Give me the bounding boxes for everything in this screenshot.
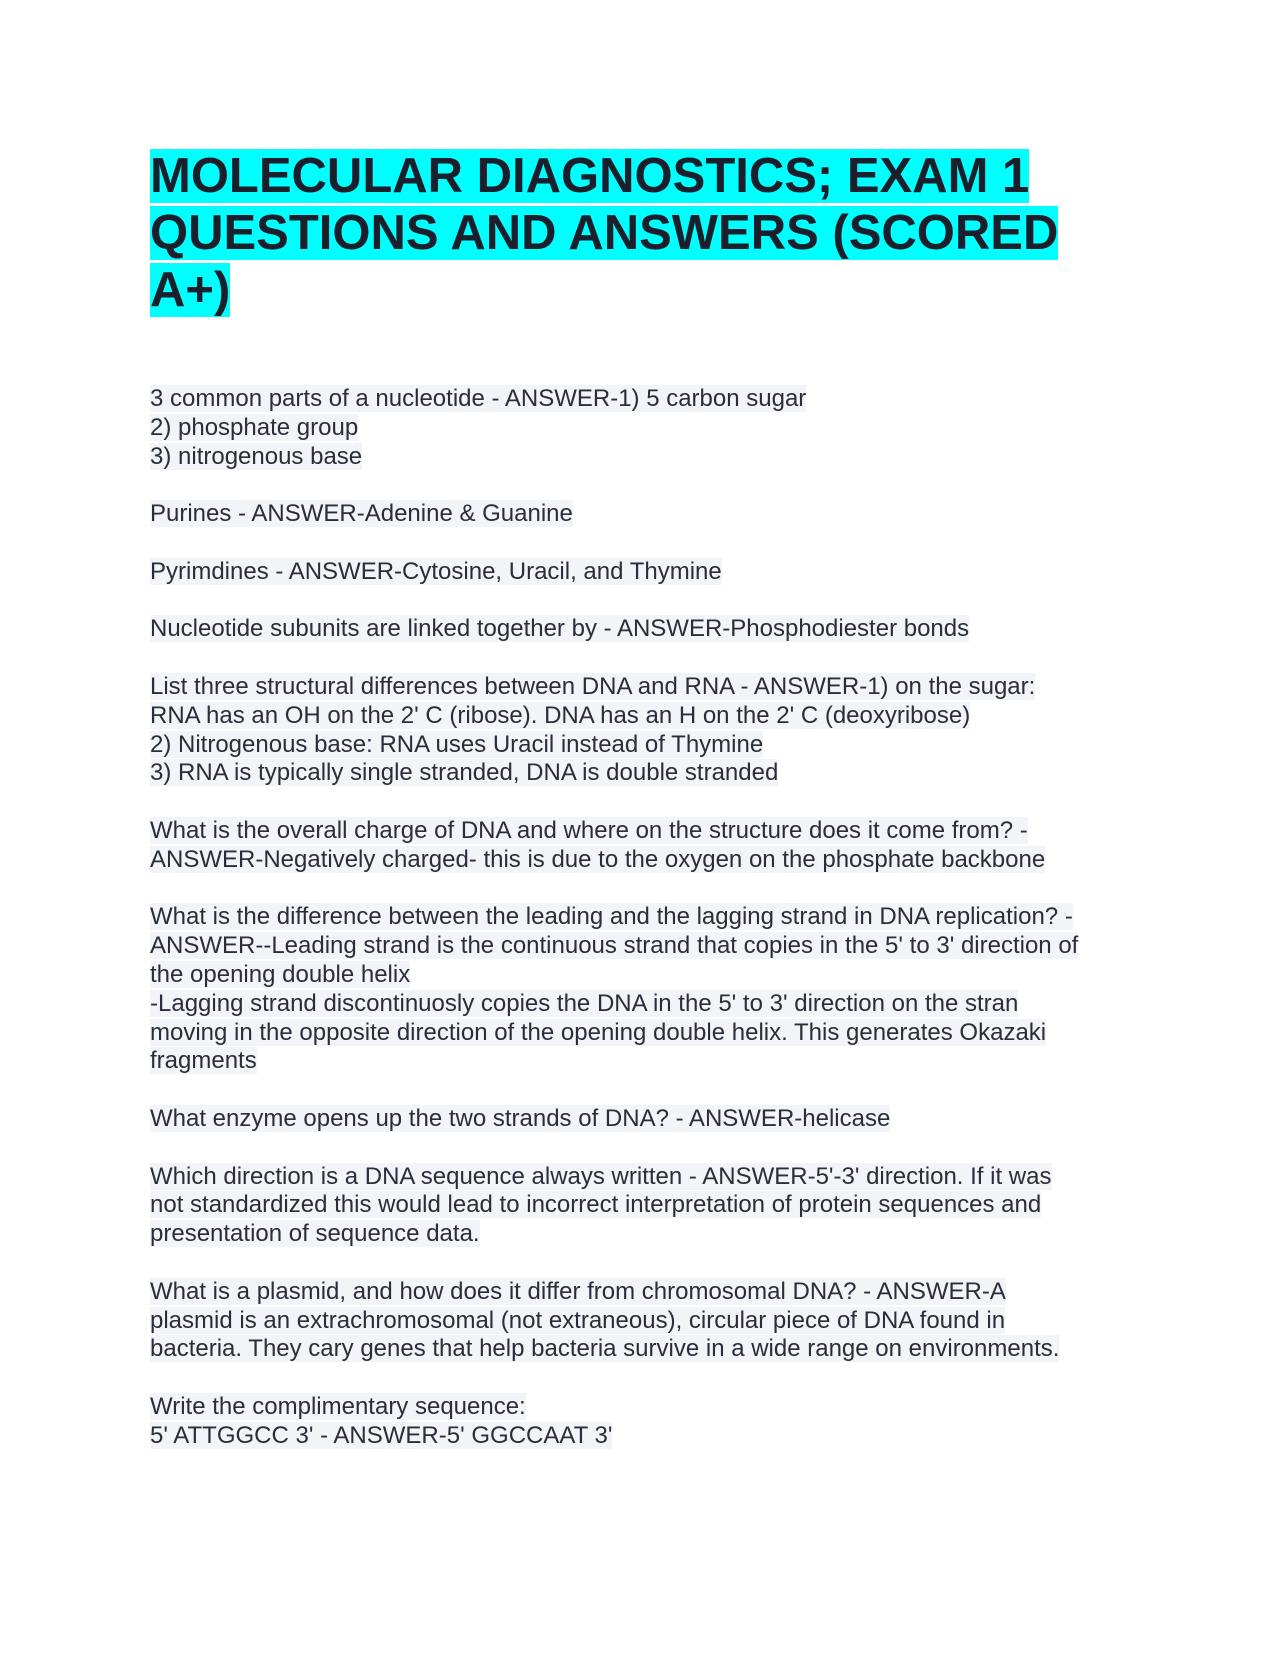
qa-line: 3) nitrogenous base [150, 442, 363, 470]
qa-line: Pyrimdines - ANSWER-Cytosine, Uracil, and Thymine [150, 557, 722, 585]
qa-line: Write the complimentary sequence: [150, 1392, 526, 1420]
qa-line: not standardized this would lead to incorrect interpretation of protein sequences and [150, 1191, 1042, 1219]
qa-line: presentation of sequence data. [150, 1220, 480, 1248]
qa-entry [150, 903, 1150, 1076]
qa-entry [150, 1105, 1150, 1134]
qa-entry [150, 673, 1150, 788]
qa-line: Nucleotide subunits are linked together by - ANSWER-Phosphodiester bonds [150, 615, 970, 643]
qa-line: fragments [150, 1047, 257, 1075]
qa-line: What is a plasmid, and how does it differ from chromosomal DNA? - ANSWER-A [150, 1277, 1006, 1305]
qa-line: plasmid is an extrachromosomal (not extraneous), circular piece of DNA found in [150, 1306, 1006, 1334]
qa-line: Which direction is a DNA sequence always written - ANSWER-5'-3' direction. If it was [150, 1162, 1052, 1190]
qa-line: List three structural differences between DNA and RNA - ANSWER-1) on the sugar: [150, 672, 1036, 700]
qa-line: What is the difference between the leading and the lagging strand in DNA replication? - [150, 903, 1073, 931]
qa-line: What is the overall charge of DNA and where on the structure does it come from? - [150, 816, 1028, 844]
document-page [150, 148, 1150, 1479]
qa-entry [150, 615, 1150, 644]
qa-line: -Lagging strand discontinuosly copies the DNA in the 5' to 3' direction on the stran [150, 989, 1019, 1017]
qa-line: 2) Nitrogenous base: RNA uses Uracil instead of Thymine [150, 730, 764, 758]
qa-entry [150, 1163, 1150, 1249]
qa-entry [150, 1393, 1150, 1451]
qa-line: 3 common parts of a nucleotide - ANSWER-1) 5 carbon sugar [150, 385, 807, 412]
qa-line: 2) phosphate group [150, 413, 359, 441]
qa-line: bacteria. They cary genes that help bacteria survive in a wide range on environments. [150, 1335, 1060, 1363]
qa-list [150, 385, 1150, 1450]
document-title-text: MOLECULAR DIAGNOSTICS; EXAM 1 QUESTIONS AND ANSWERS (SCORED A+) [150, 149, 1059, 317]
qa-line: Purines - ANSWER-Adenine & Guanine [150, 500, 573, 528]
qa-line: the opening double helix [150, 960, 411, 988]
qa-line: 5' ATTGGCC 3' - ANSWER-5' GGCCAAT 3' [150, 1421, 613, 1449]
qa-entry [150, 817, 1150, 875]
qa-line: ANSWER-Negatively charged- this is due to the oxygen on the phosphate backbone [150, 845, 1046, 873]
qa-entry [150, 385, 1150, 471]
qa-line: 3) RNA is typically single stranded, DNA is double stranded [150, 759, 779, 787]
qa-line: moving in the opposite direction of the opening double helix. This generates Okazaki [150, 1018, 1047, 1046]
qa-entry [150, 500, 1150, 529]
document-title [150, 148, 1150, 319]
qa-line: What enzyme opens up the two strands of DNA? - ANSWER-helicase [150, 1104, 891, 1132]
qa-line: RNA has an OH on the 2' C (ribose). DNA has an H on the 2' C (deoxyribose) [150, 701, 971, 729]
qa-entry [150, 1278, 1150, 1364]
qa-entry [150, 558, 1150, 587]
qa-line: ANSWER--Leading strand is the continuous strand that copies in the 5' to 3' direction of [150, 932, 1079, 960]
